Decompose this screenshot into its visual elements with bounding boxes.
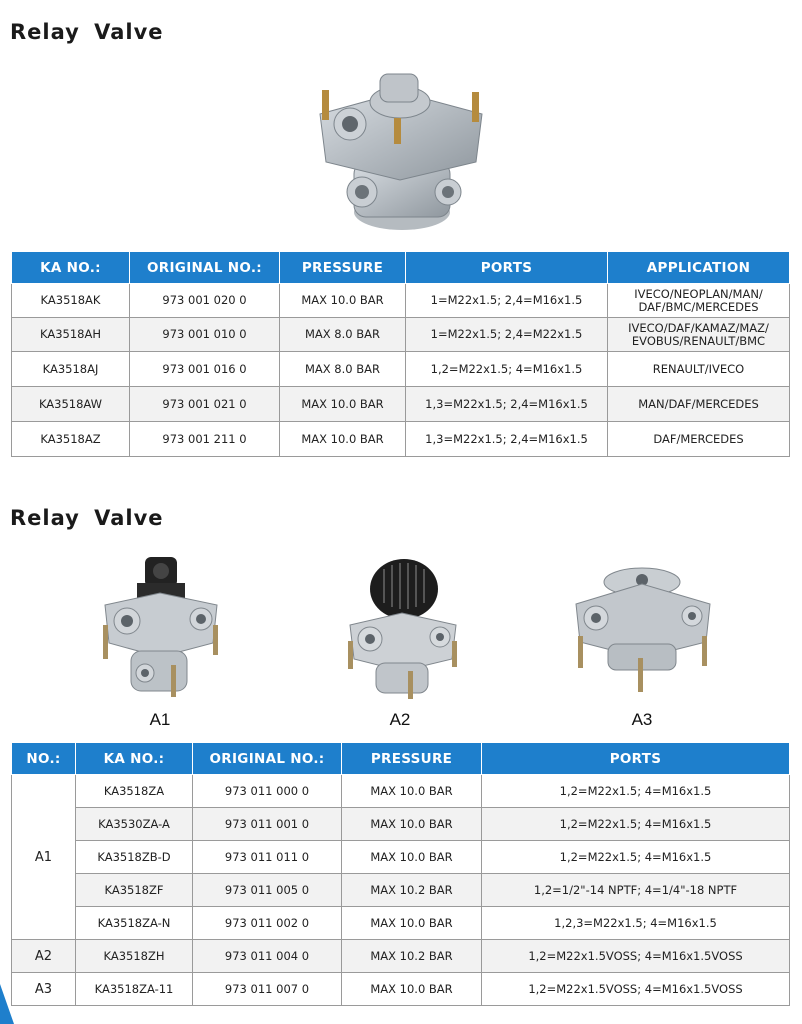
table-row bbox=[12, 808, 790, 841]
ka-no-cell: KA3518ZH bbox=[76, 940, 193, 973]
original-no-cell: 973 001 016 0 bbox=[130, 352, 280, 387]
relay-valve-a3-image bbox=[570, 560, 715, 695]
corner-accent bbox=[0, 984, 14, 1024]
original-no-cell: 973 011 005 0 bbox=[193, 874, 342, 907]
pressure-cell: MAX 10.0 BAR bbox=[280, 387, 406, 422]
table-header-row bbox=[12, 743, 790, 775]
header-original-no: ORIGINAL NO.: bbox=[193, 743, 342, 775]
header-ka-no: KA NO.: bbox=[76, 743, 193, 775]
ports-cell: 1,2=M22x1.5; 4=M16x1.5 bbox=[482, 808, 790, 841]
group-no-cell: A3 bbox=[12, 973, 76, 1006]
section2-title: Relay Valve bbox=[10, 506, 164, 530]
table-row bbox=[12, 940, 790, 973]
caption-a2: A2 bbox=[389, 710, 411, 729]
relay-valve-table-2 bbox=[11, 742, 790, 1006]
ports-cell: 1,2=1/2"-14 NPTF; 4=1/4"-18 NPTF bbox=[482, 874, 790, 907]
ports-cell: 1,2=M22x1.5; 4=M16x1.5 bbox=[482, 841, 790, 874]
table-row bbox=[12, 775, 790, 808]
caption-a1: A1 bbox=[149, 710, 171, 729]
table-row bbox=[12, 284, 790, 318]
original-no-cell: 973 011 004 0 bbox=[193, 940, 342, 973]
original-no-cell: 973 001 020 0 bbox=[130, 284, 280, 318]
header-ports: PORTS bbox=[482, 743, 790, 775]
original-no-cell: 973 011 000 0 bbox=[193, 775, 342, 808]
application-cell: IVECO/NEOPLAN/MAN/ DAF/BMC/MERCEDES bbox=[608, 284, 790, 318]
header-no: NO.: bbox=[12, 743, 76, 775]
original-no-cell: 973 001 211 0 bbox=[130, 422, 280, 457]
ports-cell: 1,2,3=M22x1.5; 4=M16x1.5 bbox=[482, 907, 790, 940]
ka-no-cell: KA3518ZA-11 bbox=[76, 973, 193, 1006]
original-no-cell: 973 011 011 0 bbox=[193, 841, 342, 874]
ports-cell: 1,2=M22x1.5VOSS; 4=M16x1.5VOSS bbox=[482, 940, 790, 973]
table-row bbox=[12, 352, 790, 387]
ka-no-cell: KA3518AJ bbox=[12, 352, 130, 387]
table-row bbox=[12, 874, 790, 907]
group-no-cell: A1 bbox=[12, 775, 76, 940]
pressure-cell: MAX 10.0 BAR bbox=[342, 907, 482, 940]
table-row bbox=[12, 387, 790, 422]
pressure-cell: MAX 10.2 BAR bbox=[342, 940, 482, 973]
ports-cell: 1=M22x1.5; 2,4=M16x1.5 bbox=[406, 284, 608, 318]
pressure-cell: MAX 10.0 BAR bbox=[280, 284, 406, 318]
caption-a3: A3 bbox=[631, 710, 653, 729]
original-no-cell: 973 001 021 0 bbox=[130, 387, 280, 422]
relay-valve-table-1 bbox=[11, 251, 790, 457]
original-no-cell: 973 011 002 0 bbox=[193, 907, 342, 940]
original-no-cell: 973 001 010 0 bbox=[130, 318, 280, 352]
header-application: APPLICATION bbox=[608, 252, 790, 284]
application-cell: RENAULT/IVECO bbox=[608, 352, 790, 387]
ports-cell: 1,2=M22x1.5; 4=M16x1.5 bbox=[482, 775, 790, 808]
ka-no-cell: KA3518AK bbox=[12, 284, 130, 318]
pressure-cell: MAX 10.2 BAR bbox=[342, 874, 482, 907]
table-row bbox=[12, 973, 790, 1006]
header-ports: PORTS bbox=[406, 252, 608, 284]
original-no-cell: 973 011 001 0 bbox=[193, 808, 342, 841]
table-row bbox=[12, 318, 790, 352]
ports-cell: 1,3=M22x1.5; 2,4=M16x1.5 bbox=[406, 422, 608, 457]
ka-no-cell: KA3518ZB-D bbox=[76, 841, 193, 874]
pressure-cell: MAX 10.0 BAR bbox=[342, 775, 482, 808]
application-cell: IVECO/DAF/KAMAZ/MAZ/ EVOBUS/RENAULT/BMC bbox=[608, 318, 790, 352]
original-no-cell: 973 011 007 0 bbox=[193, 973, 342, 1006]
section1-title: Relay Valve bbox=[10, 20, 164, 44]
ports-cell: 1,2=M22x1.5; 4=M16x1.5 bbox=[406, 352, 608, 387]
application-cell: DAF/MERCEDES bbox=[608, 422, 790, 457]
ports-cell: 1,3=M22x1.5; 2,4=M16x1.5 bbox=[406, 387, 608, 422]
table-row bbox=[12, 907, 790, 940]
pressure-cell: MAX 10.0 BAR bbox=[342, 841, 482, 874]
application-cell: MAN/DAF/MERCEDES bbox=[608, 387, 790, 422]
ka-no-cell: KA3518AW bbox=[12, 387, 130, 422]
group-no-cell: A2 bbox=[12, 940, 76, 973]
pressure-cell: MAX 10.0 BAR bbox=[342, 973, 482, 1006]
ports-cell: 1,2=M22x1.5VOSS; 4=M16x1.5VOSS bbox=[482, 973, 790, 1006]
ka-no-cell: KA3530ZA-A bbox=[76, 808, 193, 841]
ka-no-cell: KA3518AH bbox=[12, 318, 130, 352]
header-pressure: PRESSURE bbox=[342, 743, 482, 775]
header-pressure: PRESSURE bbox=[280, 252, 406, 284]
pressure-cell: MAX 10.0 BAR bbox=[280, 422, 406, 457]
pressure-cell: MAX 8.0 BAR bbox=[280, 352, 406, 387]
relay-valve-a2-image bbox=[342, 555, 462, 700]
ports-cell: 1=M22x1.5; 2,4=M22x1.5 bbox=[406, 318, 608, 352]
header-ka-no: KA NO.: bbox=[12, 252, 130, 284]
table-header-row bbox=[12, 252, 790, 284]
table-row bbox=[12, 422, 790, 457]
ka-no-cell: KA3518ZA bbox=[76, 775, 193, 808]
ka-no-cell: KA3518AZ bbox=[12, 422, 130, 457]
pressure-cell: MAX 8.0 BAR bbox=[280, 318, 406, 352]
ka-no-cell: KA3518ZA-N bbox=[76, 907, 193, 940]
table-row bbox=[12, 841, 790, 874]
relay-valve-image bbox=[300, 62, 500, 237]
pressure-cell: MAX 10.0 BAR bbox=[342, 808, 482, 841]
relay-valve-a1-image bbox=[95, 555, 225, 700]
ka-no-cell: KA3518ZF bbox=[76, 874, 193, 907]
header-original-no: ORIGINAL NO.: bbox=[130, 252, 280, 284]
